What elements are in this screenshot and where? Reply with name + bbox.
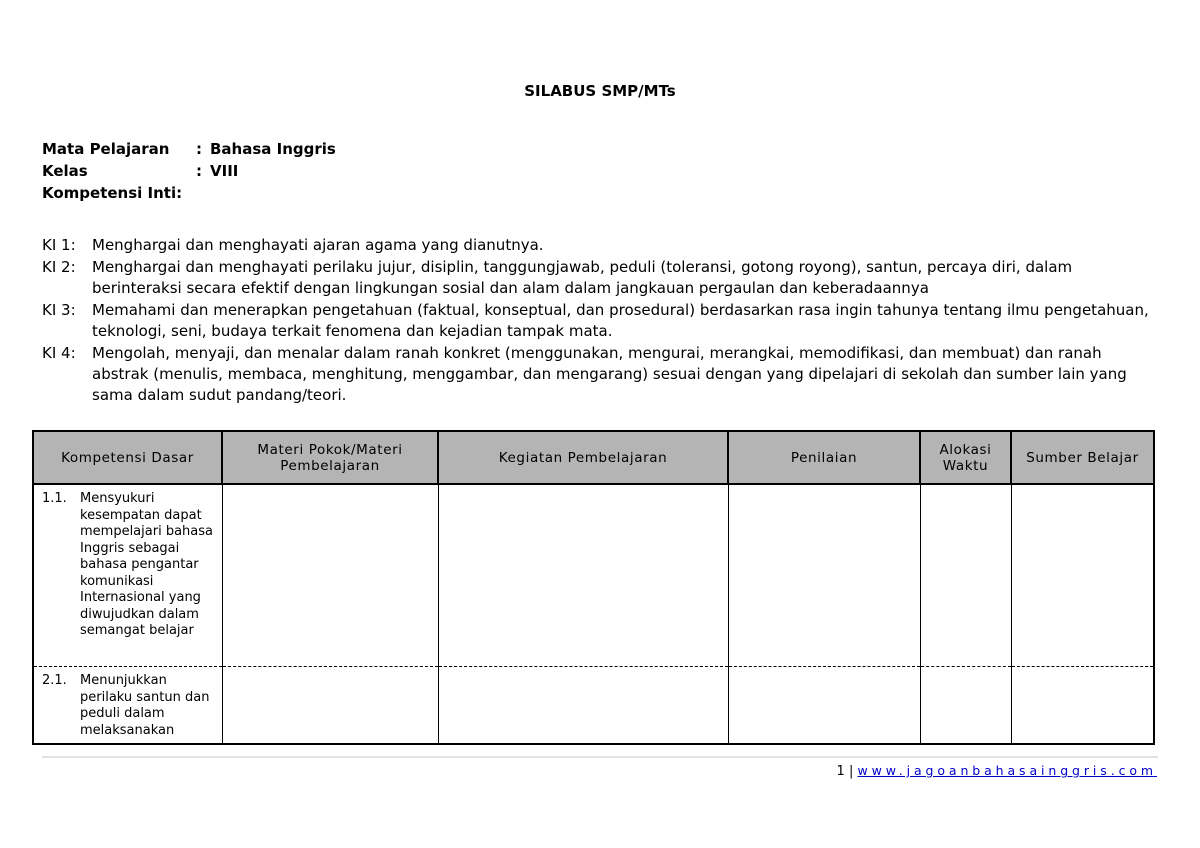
meta-row-subject [42, 138, 336, 160]
header-learning-sources: Sumber Belajar [1011, 431, 1154, 484]
table-cell [438, 667, 728, 745]
table-row [33, 484, 1154, 667]
table-cell [920, 484, 1011, 667]
table-cell [222, 484, 438, 667]
meta-separator: : [196, 162, 202, 180]
ki-key: KI 2: [42, 258, 76, 276]
ki-text: Menghargai dan menghayati perilaku jujur, disiplin, tanggungjawab, peduli (toleransi, gotong royong), santun, percaya diri, dalam berinteraksi secara efektif dengan lingkungan sosial dan alam dalam jangkauan pergaulan dan keberadaannya [92, 258, 1073, 297]
ki-item [42, 235, 1162, 256]
basic-competence-cell [33, 484, 222, 667]
footer-separator: | [848, 764, 854, 779]
ki-text: Memahami dan menerapkan pengetahuan (faktual, konseptual, dan prosedural) berdasarkan rasa ingin tahunya tentang ilmu pengetahuan, teknologi, seni, budaya terkait fenomena dan kejadian tampak mata. [92, 301, 1149, 340]
ki-key: KI 4: [42, 344, 76, 362]
table-cell [728, 667, 920, 745]
header-subject-matter: Materi Pokok/Materi Pembelajaran [222, 431, 438, 484]
page-number: 1 [836, 764, 845, 779]
footer-divider [42, 756, 1158, 758]
competence-number: 2.1. [42, 673, 67, 688]
competence-number: 1.1. [42, 491, 67, 506]
basic-competence-cell [33, 667, 222, 745]
meta-label: Mata Pelajaran [42, 140, 170, 158]
meta-row-core-competence [42, 182, 336, 204]
competence-text: Menunjukkan perilaku santun dan peduli dalam melaksanakan [80, 673, 210, 738]
table-cell [1011, 667, 1154, 745]
meta-value: Bahasa Inggris [210, 140, 336, 158]
meta-label: Kompetensi Inti [42, 184, 177, 202]
ki-key: KI 3: [42, 301, 76, 319]
table-cell [222, 667, 438, 745]
ki-item [42, 343, 1162, 406]
header-assessment: Penilaian [728, 431, 920, 484]
header-learning-activities: Kegiatan Pembelajaran [438, 431, 728, 484]
header-basic-competence: Kompetensi Dasar [33, 431, 222, 484]
ki-item [42, 300, 1162, 342]
subject-info [42, 138, 336, 204]
ki-text: Mengolah, menyaji, dan menalar dalam ranah konkret (menggunakan, mengurai, merangkai, memodifikasi, dan membuat) dan ranah abstrak (menulis, membaca, menghitung, menggambar, dan mengarang) sesuai dengan yang dipelajari di sekolah dan sumber lain yang sama dalam sudut pandang/teori. [92, 344, 1127, 404]
page-footer [837, 763, 1157, 779]
ki-item [42, 257, 1162, 299]
header-time-allocation: Alokasi Waktu [920, 431, 1011, 484]
table-cell [1011, 484, 1154, 667]
meta-label: Kelas [42, 162, 88, 180]
table-cell [728, 484, 920, 667]
ki-key: KI 1: [42, 236, 76, 254]
table-row [33, 667, 1154, 745]
meta-separator: : [196, 140, 202, 158]
core-competence-list [42, 235, 1162, 407]
meta-separator: : [176, 184, 183, 202]
meta-row-class [42, 160, 336, 182]
table-cell [438, 484, 728, 667]
table-header-row [33, 431, 1154, 484]
ki-text: Menghargai dan menghayati ajaran agama yang dianutnya. [92, 236, 544, 254]
table-cell [920, 667, 1011, 745]
website-link[interactable]: www.jagoanbahasainggris.com [857, 763, 1157, 778]
competence-text: Mensyukuri kesempatan dapat mempelajari bahasa Inggris sebagai bahasa pengantar komunikasi Internasional yang diwujudkan dalam semangat belajar [80, 491, 213, 638]
page-title: SILABUS SMP/MTs [524, 82, 676, 100]
meta-value: VIII [210, 162, 239, 180]
syllabus-table [32, 430, 1155, 745]
